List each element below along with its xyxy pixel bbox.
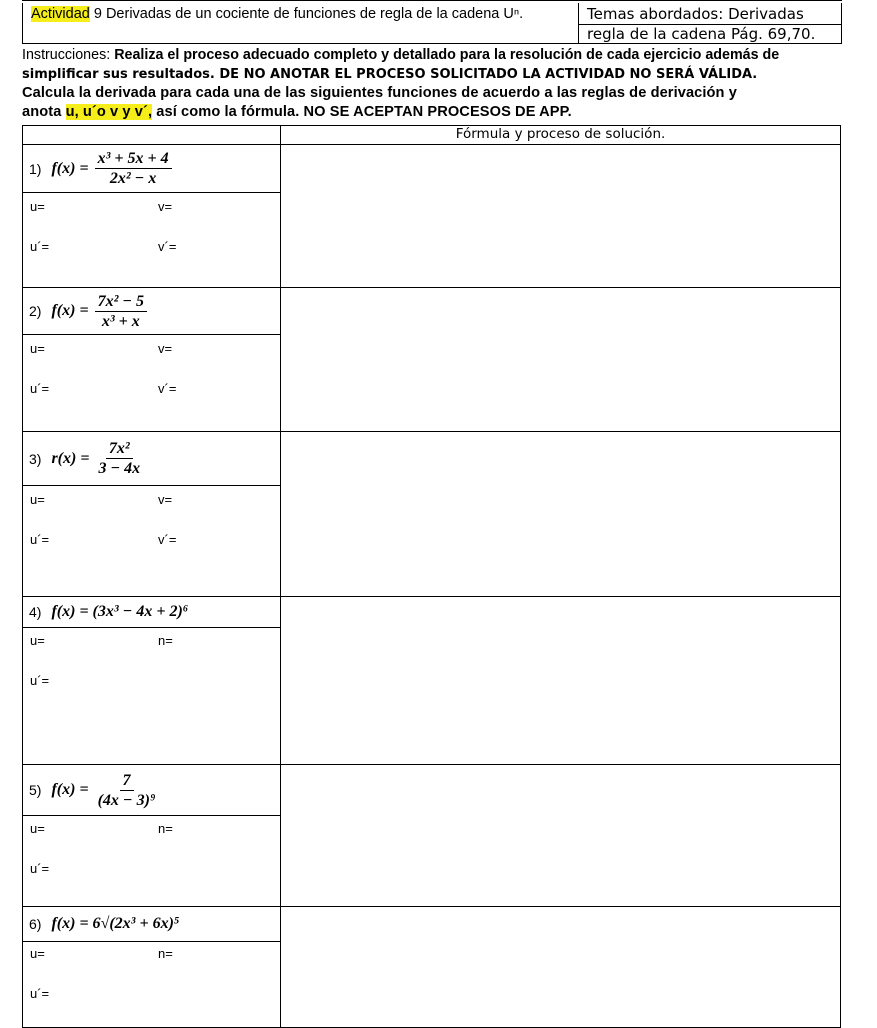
exercise-3-answer-area[interactable]	[281, 432, 841, 597]
u-prime-label: u´=	[30, 239, 50, 254]
function-expression: f(x) = 6√(2x³ + 6x)⁵	[51, 915, 180, 932]
instructions	[22, 46, 852, 122]
v-label: v=	[158, 492, 173, 507]
exercise-5-vars	[23, 816, 281, 907]
instructions-anota: anota	[22, 104, 66, 120]
topics-line-1: Temas abordados: Derivadas	[587, 5, 804, 23]
exercise-number: 6)	[29, 916, 42, 932]
u-prime-label: u´=	[30, 986, 50, 1001]
v-label: v=	[158, 199, 173, 214]
instructions-line-4	[22, 103, 852, 122]
u-label: u=	[30, 821, 45, 836]
denominator: (4x − 3)⁹	[97, 791, 156, 809]
numerator: 7x² − 5	[95, 292, 148, 312]
function-expression: f(x) = (3x³ − 4x + 2)⁶	[51, 603, 189, 620]
exercise-1-vars	[23, 193, 281, 288]
numerator: 7	[120, 771, 134, 791]
column-header: Fórmula y proceso de solución.	[281, 126, 841, 145]
exercise-1-formula	[23, 145, 281, 193]
activity-title	[23, 3, 579, 43]
blank-header-cell	[23, 126, 281, 145]
exercise-5-answer-area[interactable]	[281, 765, 841, 907]
n-label: n=	[158, 946, 173, 961]
n-label: n=	[158, 633, 173, 648]
exercise-4-formula	[23, 597, 281, 628]
exercise-number: 3)	[29, 450, 42, 467]
u-prime-label: u´=	[30, 861, 50, 876]
u-label: u=	[30, 341, 45, 356]
exercise-number: 4)	[29, 604, 42, 620]
function-lhs: f(x) =	[51, 159, 89, 177]
exercise-3-vars	[23, 486, 281, 597]
exercise-5-formula	[23, 765, 281, 816]
numerator: 7x²	[106, 439, 133, 459]
v-label: v=	[158, 341, 173, 356]
exercise-4-vars	[23, 628, 281, 765]
exercise-2-formula	[23, 288, 281, 335]
v-prime-label: v´=	[158, 239, 177, 254]
exercise-4-answer-area[interactable]	[281, 597, 841, 765]
exercise-table	[22, 125, 841, 1028]
exercise-number: 5)	[29, 782, 42, 798]
exercise-2-vars	[23, 335, 281, 432]
instructions-line-2: simplificar sus resultados. DE NO ANOTAR EL PROCESO SOLICITADO LA ACTIVIDAD NO SERÁ VÁLIDA.	[22, 67, 758, 82]
u-label: u=	[30, 492, 45, 507]
u-prime-label: u´=	[30, 532, 50, 547]
topics-line-2: regla de la cadena Pág. 69,70.	[579, 24, 841, 44]
function-lhs: f(x) =	[51, 781, 89, 798]
u-label: u=	[30, 633, 45, 648]
instructions-highlight: u, u´o v y v´,	[65, 104, 153, 120]
function-lhs: f(x) =	[51, 302, 89, 319]
denominator: 2x² − x	[109, 170, 157, 187]
instructions-line-3: Calcula la derivada para cada una de las siguientes funciones de acuerdo a las reglas de derivación y	[22, 85, 737, 101]
activity-word: Actividad	[31, 6, 90, 22]
exercise-2-answer-area[interactable]	[281, 288, 841, 432]
topics-cell	[579, 3, 841, 43]
instructions-tail: así como la fórmula. NO SE ACEPTAN PROCESOS DE APP.	[152, 104, 572, 120]
denominator: x³ + x	[101, 312, 140, 330]
u-label: u=	[30, 946, 45, 961]
function-lhs: r(x) =	[51, 449, 90, 467]
exercise-number: 2)	[29, 303, 42, 319]
numerator: x³ + 5x + 4	[95, 149, 172, 169]
exercise-1-answer-area[interactable]	[281, 145, 841, 288]
instructions-text-1: Realiza el proceso adecuado completo y detallado para la resolución de cada ejercicio además de	[114, 47, 780, 63]
exercise-6-formula	[23, 907, 281, 942]
n-label: n=	[158, 821, 173, 836]
activity-title-rest: 9 Derivadas de un cociente de funciones de regla de la cadena Uⁿ.	[89, 6, 524, 22]
v-prime-label: v´=	[158, 381, 177, 396]
exercise-6-answer-area[interactable]	[281, 907, 841, 1028]
exercise-number: 1)	[29, 160, 42, 177]
u-label: u=	[30, 199, 45, 214]
exercise-3-formula	[23, 432, 281, 486]
instructions-line-1	[22, 46, 852, 65]
u-prime-label: u´=	[30, 381, 50, 396]
denominator: 3 − 4x	[98, 460, 141, 477]
u-prime-label: u´=	[30, 673, 50, 688]
v-prime-label: v´=	[158, 532, 177, 547]
exercise-6-vars	[23, 942, 281, 1028]
header	[22, 3, 842, 44]
instructions-label: Instrucciones:	[22, 47, 115, 63]
